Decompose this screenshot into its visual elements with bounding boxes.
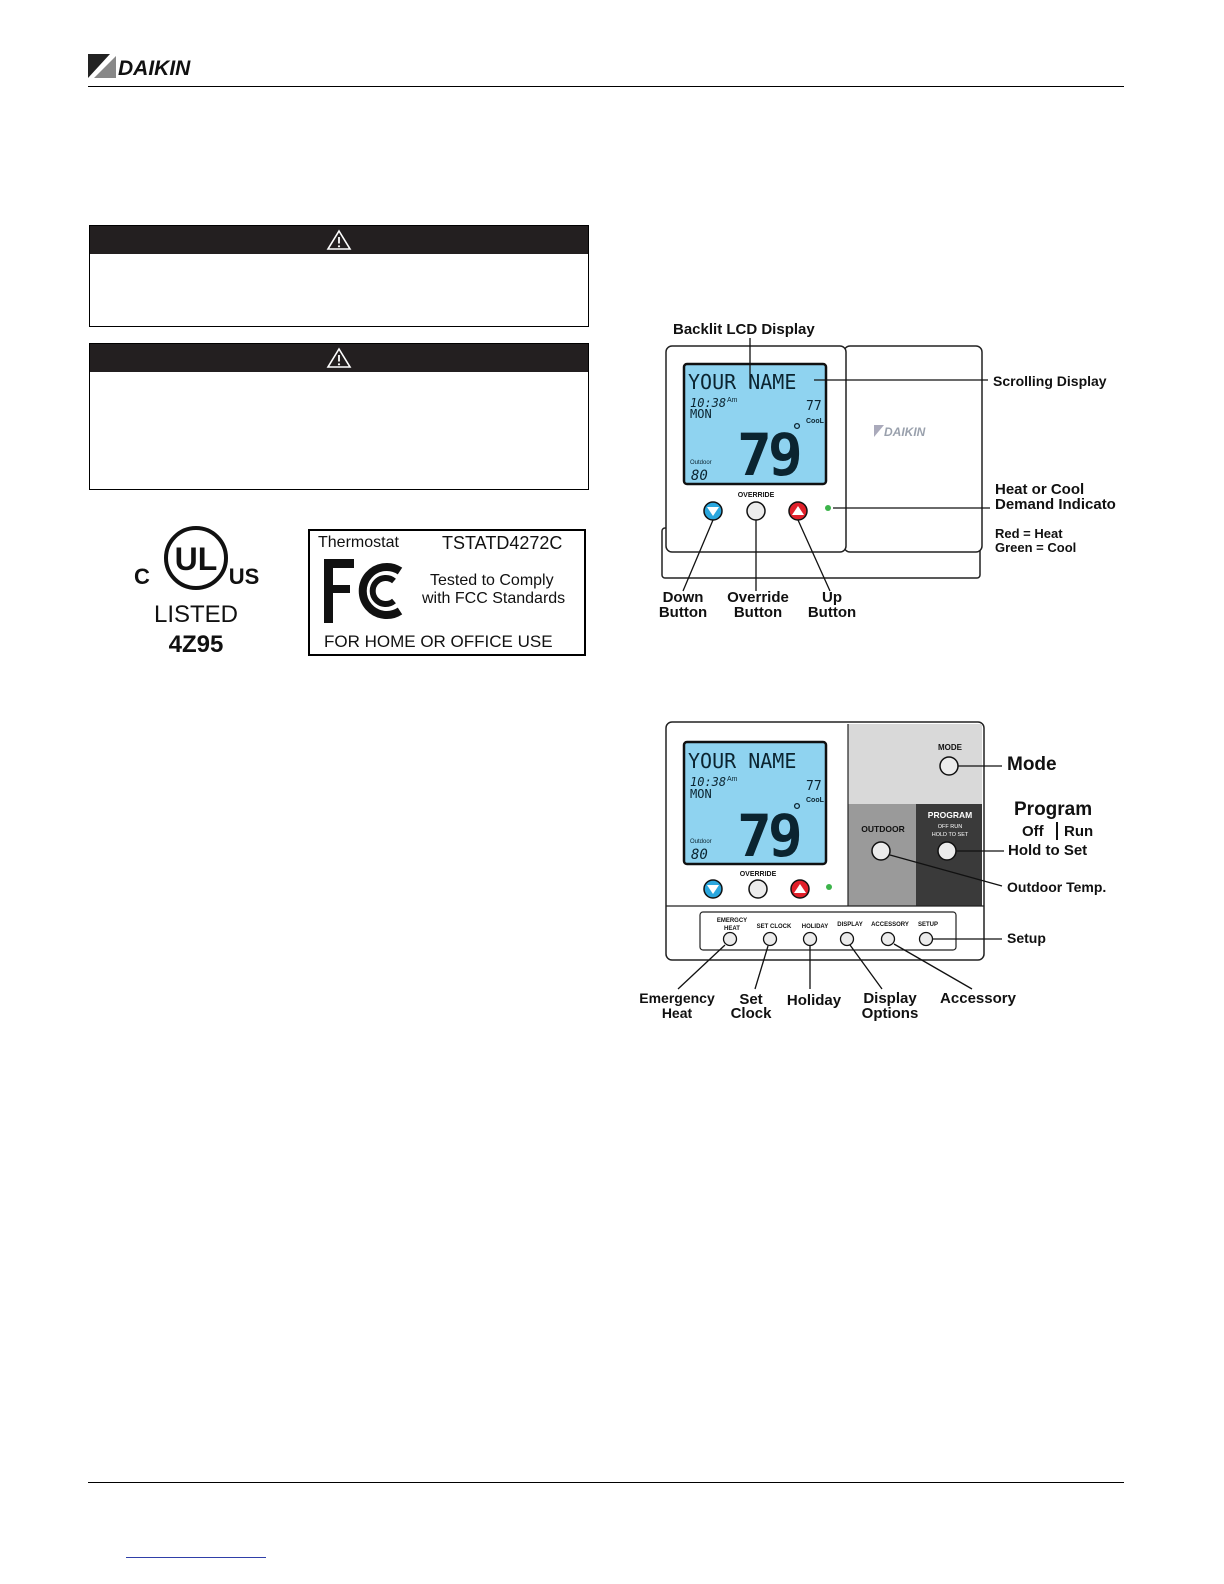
override-label: OVERRIDE [737, 492, 775, 499]
warning-icon [326, 347, 352, 369]
lcd-mode: CooL [806, 797, 824, 804]
lcd-outdoor-temp: 80 [691, 847, 708, 863]
callout-holiday: Holiday [786, 992, 842, 1009]
fcc-usage: FOR HOME OR OFFICE USE [324, 632, 553, 651]
lcd-mode: CooL [806, 418, 824, 425]
thermostat-front-drawing [620, 310, 1130, 630]
lcd-temperature: 79 [737, 421, 799, 489]
fcc-mark [308, 529, 586, 656]
callout-demand-line2: Demand Indicato [995, 496, 1116, 513]
callout-override-line1: Override [727, 589, 789, 606]
callout-up-line1: Up [822, 589, 842, 606]
callout-program: Program [1014, 799, 1093, 820]
outdoor-button-label: OUTDOOR [861, 824, 905, 834]
accessory-label: ACCESSORY [871, 922, 909, 928]
callout-green-cool: Green = Cool [995, 540, 1077, 555]
callout-demand-line1: Heat or Cool [995, 481, 1085, 498]
callout-set-clock-line1: Set [739, 991, 763, 1008]
logo-text: DAIKIN [118, 57, 191, 80]
callout-backlit-lcd: Backlit LCD Display [673, 321, 815, 338]
holiday-label: HOLIDAY [801, 924, 829, 930]
mode-button-label: MODE [938, 743, 962, 752]
ul-listed-text: LISTED [153, 601, 239, 628]
set-clock-label: SET CLOCK [756, 924, 792, 930]
header-rule [88, 86, 1124, 87]
fcc-tested-line1: Tested to Comply [430, 572, 554, 589]
lcd-outdoor-label: Outdoor [690, 460, 712, 466]
callout-emergency-line1: Emergency [639, 990, 715, 1006]
callout-scrolling-display: Scrolling Display [993, 373, 1107, 389]
warning-icon [326, 229, 352, 251]
off-run-divider [1056, 822, 1058, 840]
fcc-logo [322, 557, 412, 625]
callout-display-line1: Display [863, 990, 917, 1007]
warning-header [90, 226, 588, 254]
setup-label: SETUP [917, 922, 939, 928]
callout-outdoor-temp: Outdoor Temp. [1007, 879, 1107, 895]
display-label: DISPLAY [837, 922, 863, 928]
callout-set-clock-line2: Clock [730, 1005, 772, 1022]
callout-mode: Mode [1007, 754, 1057, 775]
warning-box [89, 225, 589, 327]
lcd-day: MON [690, 787, 712, 801]
lcd-name: YOUR NAME [688, 749, 797, 773]
callout-hold: Hold to Set [1008, 842, 1088, 859]
thermostat-open-diagram [620, 700, 1130, 1030]
callout-red-heat: Red = Heat [995, 526, 1063, 541]
program-sub2: HOLD TO SET [931, 832, 969, 838]
warning-box [89, 343, 589, 490]
lcd-day: MON [690, 407, 712, 421]
callout-override-line2: Button [733, 604, 783, 621]
thermostat-open-drawing [620, 700, 1130, 1030]
warning-header [90, 344, 588, 372]
fcc-tested-line2: with FCC Standards [422, 590, 566, 607]
fcc-product: Thermostat [318, 534, 399, 551]
lcd-setpoint: 77 [806, 399, 822, 414]
lcd-name: YOUR NAME [688, 370, 797, 394]
lcd-time: 10:38 [690, 775, 727, 789]
callout-run: Run [1064, 823, 1094, 840]
ul-center-text: UL [174, 541, 218, 577]
ul-right-text: US [228, 564, 260, 589]
fcc-model: TSTATD4272C [442, 533, 563, 553]
lcd-time: 10:38 [690, 396, 727, 410]
program-button-label: PROGRAM [927, 810, 973, 820]
emergency-label1: EMERGCY [716, 918, 748, 924]
lcd-temperature: 79 [737, 802, 799, 870]
callout-display-line2: Options [861, 1005, 919, 1022]
callout-setup: Setup [1007, 930, 1046, 946]
lcd-outdoor-temp: 80 [691, 468, 708, 484]
callout-down-line1: Down [662, 589, 704, 606]
lcd-outdoor-label: Outdoor [690, 839, 712, 845]
emergency-label2: HEAT [724, 926, 740, 932]
callout-accessory: Accessory [940, 990, 1016, 1007]
lcd-ampm: Am [727, 776, 738, 783]
callout-off: Off [1022, 823, 1044, 840]
lcd-setpoint: 77 [806, 779, 822, 794]
daikin-logo [88, 52, 218, 82]
footer-rule [88, 1482, 1124, 1483]
callout-up-line2: Button [807, 604, 857, 621]
ul-listed-mark [126, 520, 266, 660]
cover-logo-text: DAIKIN [884, 425, 926, 439]
lcd-ampm: Am [727, 397, 738, 404]
thermostat-front-diagram [620, 310, 1130, 630]
program-sub1: OFF RUN [937, 824, 963, 830]
footer-link-underline[interactable] [126, 1557, 266, 1558]
callout-down-line2: Button [658, 604, 708, 621]
override-label: OVERRIDE [739, 871, 777, 878]
ul-code-text: 4Z95 [168, 631, 224, 658]
callout-emergency-line2: Heat [661, 1005, 693, 1021]
ul-left-text: C [134, 564, 150, 589]
